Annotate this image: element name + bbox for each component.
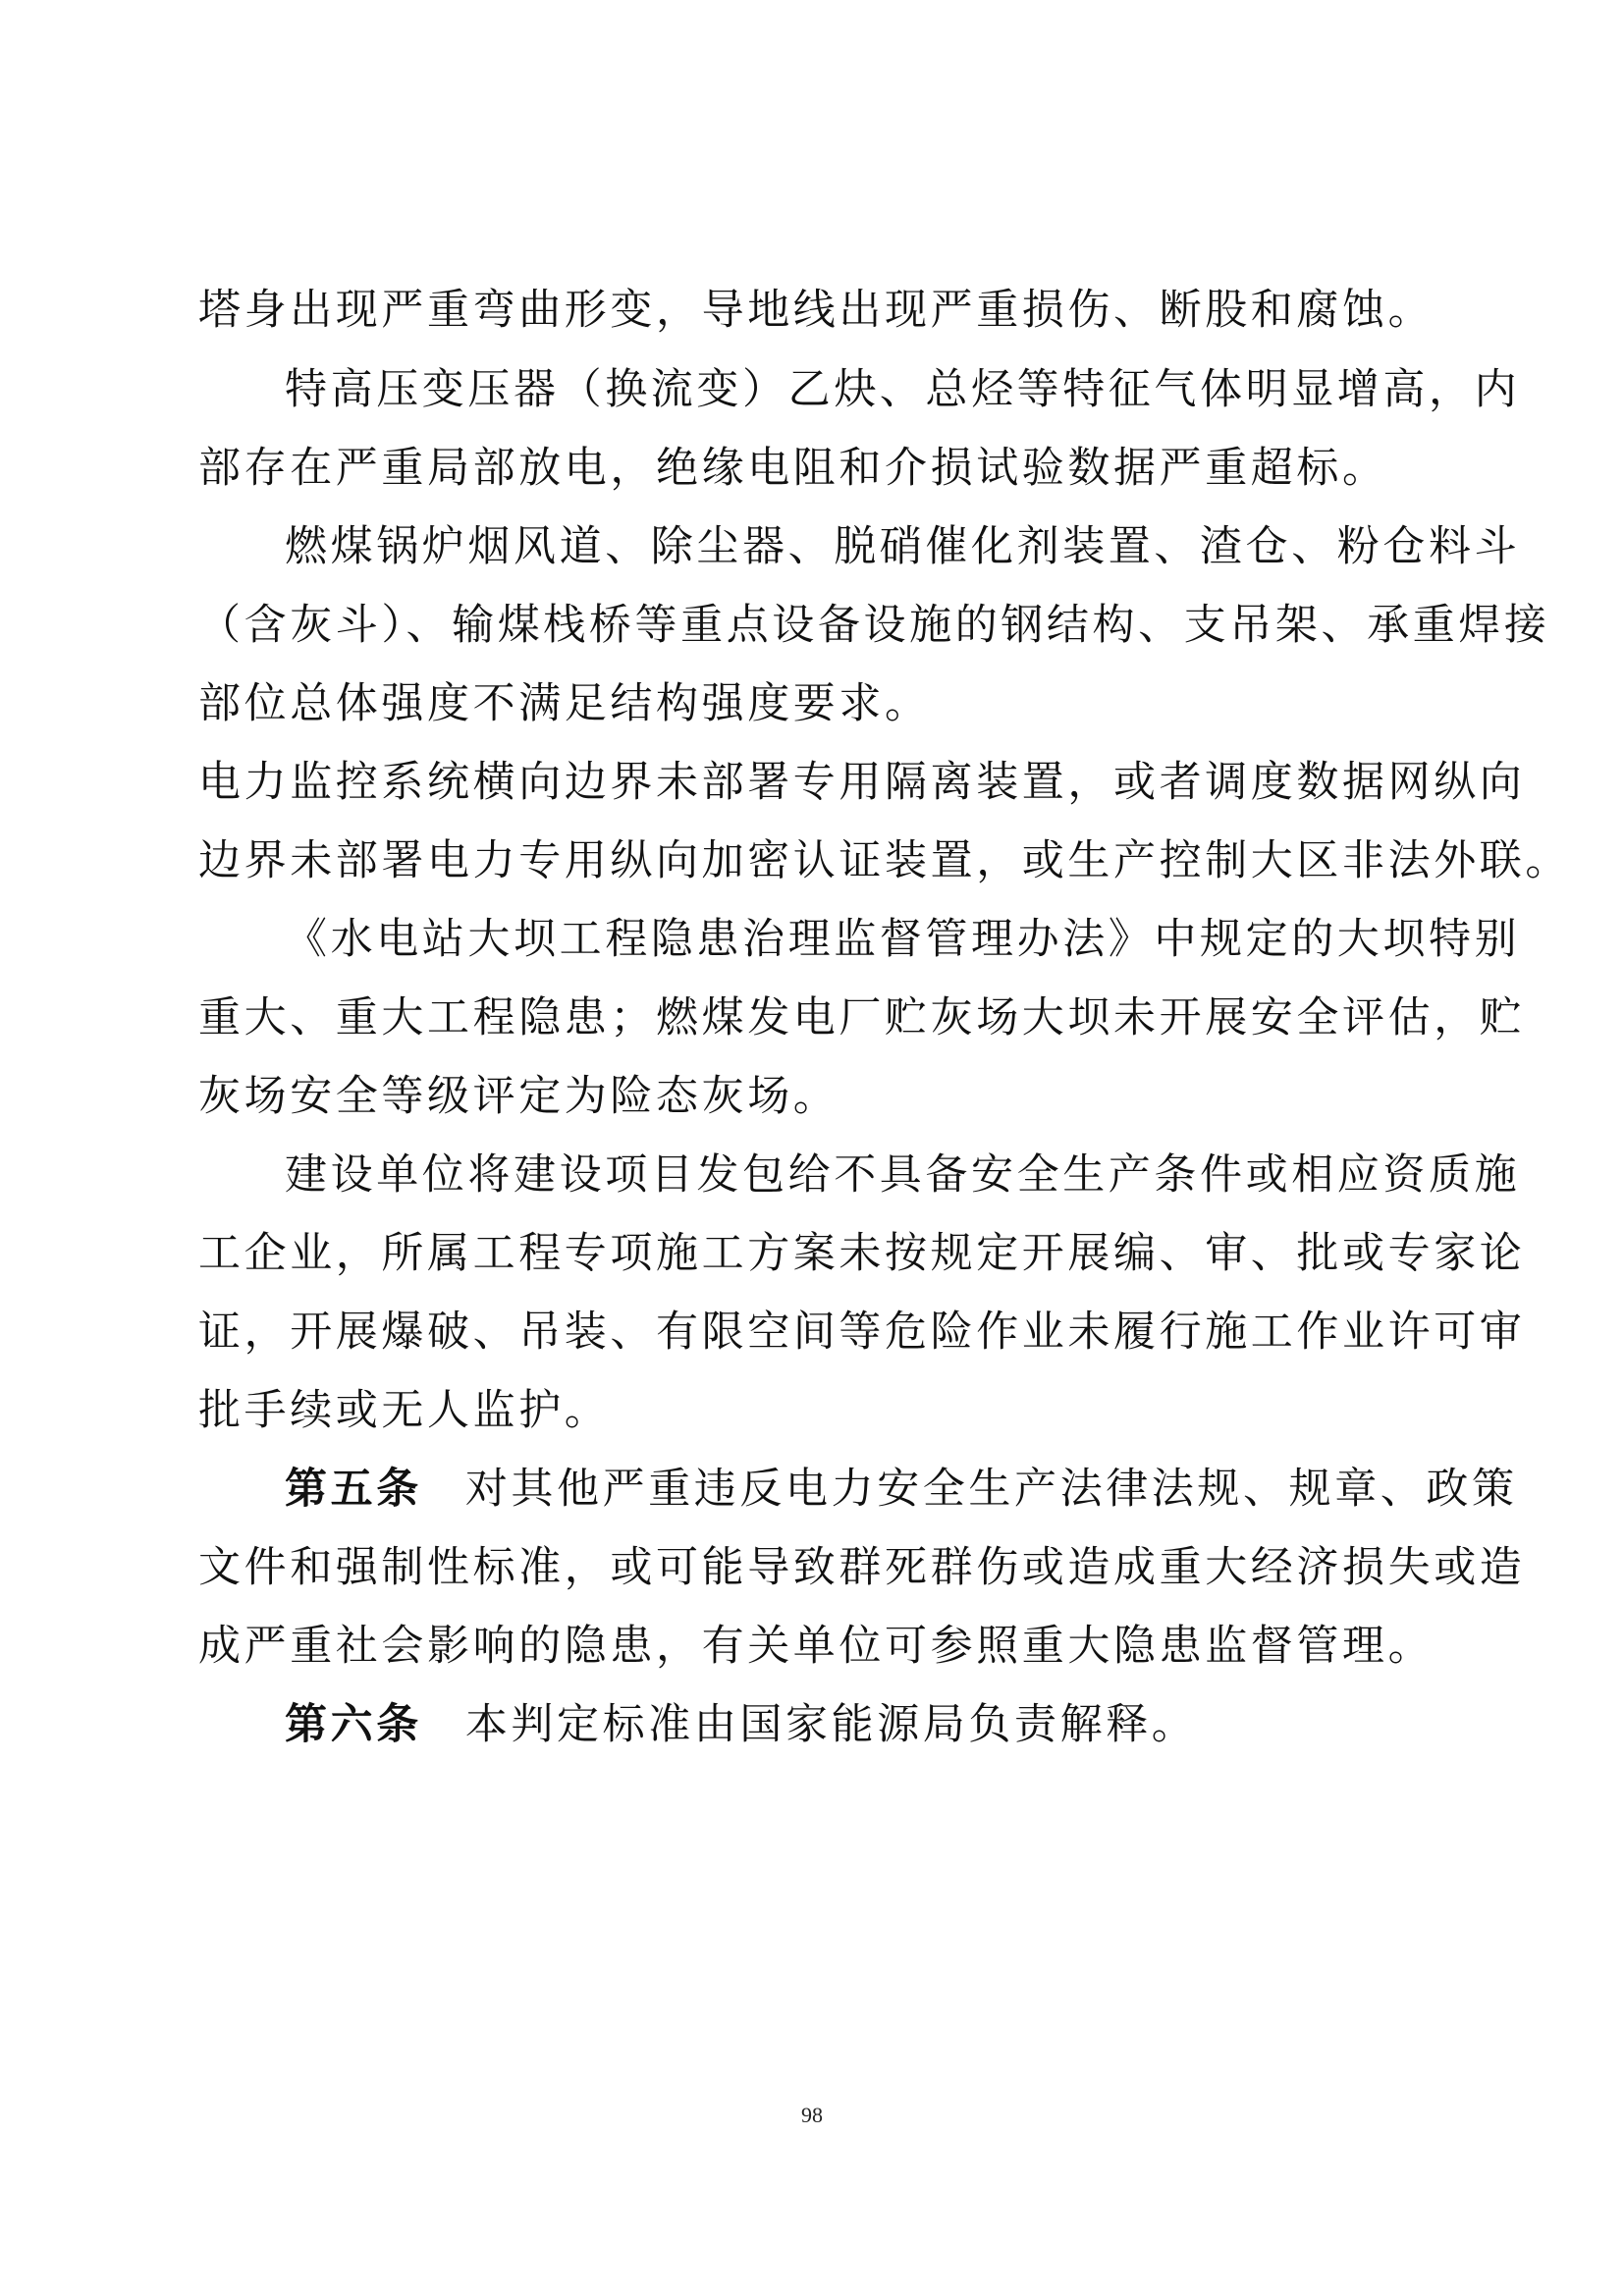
article-6-heading: 第六条 <box>285 1700 422 1749</box>
article-6-text: 本判定标准由国家能源局负责解释。 <box>464 1700 1198 1749</box>
text-line-7: 电力监控系统横向边界未部署专用隔离装置，或者调度数据网纵向 <box>198 758 1526 807</box>
text-line-3: 部存在严重局部放电，绝缘电阻和介损试验数据严重超标。 <box>198 444 1388 493</box>
text-line-9: 《水电站大坝工程隐患治理监督管理办法》中规定的大坝特别 <box>285 915 1521 964</box>
text-line-10: 重大、重大工程隐患；燃煤发电厂贮灰场大坝未开展安全评估，贮 <box>198 993 1526 1042</box>
text-line-4: 燃煤锅炉烟风道、除尘器、脱硝催化剂装置、渣仓、粉仓料斗 <box>285 522 1521 571</box>
text-line-2: 特高压变压器（换流变）乙炔、总烃等特征气体明显增高，内 <box>285 365 1521 414</box>
article-5-line <box>285 1450 1561 1528</box>
text-line-17: 成严重社会影响的隐患，有关单位可参照重大隐患监督管理。 <box>198 1622 1435 1671</box>
text-line-11: 灰场安全等级评定为险态灰场。 <box>198 1072 839 1121</box>
article-5-text: 对其他严重违反电力安全生产法律法规、规章、政策 <box>464 1465 1518 1514</box>
article-6-line <box>285 1685 1561 1764</box>
text-line-14: 证，开展爆破、吊装、有限空间等危险作业未履行施工作业许可审 <box>198 1308 1526 1357</box>
article-5-heading: 第五条 <box>285 1465 422 1514</box>
text-line-1: 塔身出现严重弯曲形变，导地线出现严重损伤、断股和腐蚀。 <box>198 286 1435 335</box>
text-line-8: 边界未部署电力专用纵向加密认证装置，或生产控制大区非法外联。 <box>198 836 1571 885</box>
text-line-12: 建设单位将建设项目发包给不具备安全生产条件或相应资质施 <box>285 1150 1521 1200</box>
text-line-15: 批手续或无人监护。 <box>198 1386 611 1435</box>
text-line-16: 文件和强制性标准，或可能导致群死群伤或造成重大经济损失或造 <box>198 1543 1526 1592</box>
text-line-6: 部位总体强度不满足结构强度要求。 <box>198 679 931 728</box>
text-line-5: （含灰斗）、输煤栈桥等重点设备设施的钢结构、支吊架、承重焊接 <box>198 601 1550 650</box>
page-number: 98 <box>801 2103 823 2127</box>
text-line-13: 工企业，所属工程专项施工方案未按规定开展编、审、批或专家论 <box>198 1229 1526 1278</box>
